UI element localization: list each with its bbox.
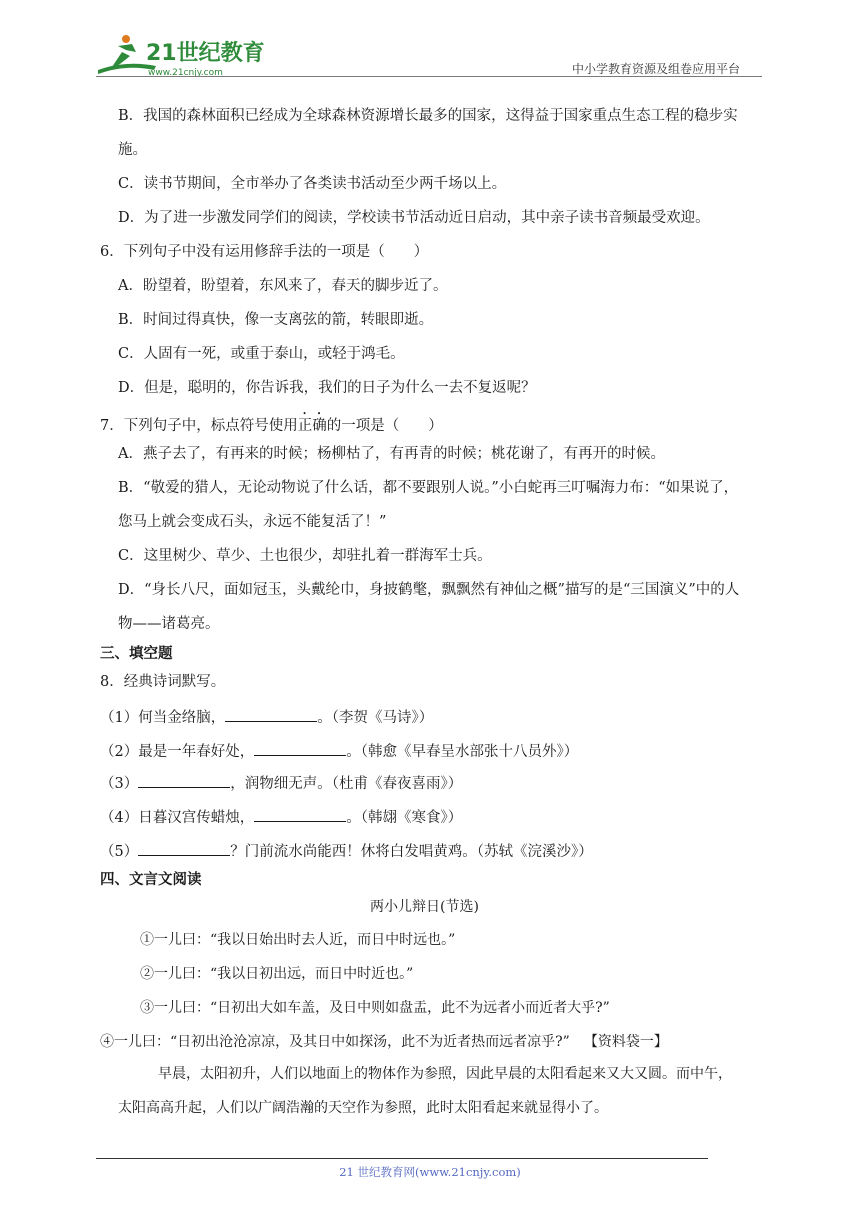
passage-para-4 bbox=[100, 1032, 668, 1052]
site-logo bbox=[96, 30, 266, 80]
q7-stem bbox=[100, 410, 443, 436]
q7-option-c: C．这里树少、草少、土也很少，却驻扎着一群海军士兵。 bbox=[118, 548, 492, 564]
q7-option-d-line2: 物——诸葛亮。 bbox=[118, 616, 220, 632]
q8-blank-2[interactable] bbox=[254, 740, 346, 756]
q5-option-d: D．为了进一步激发同学们的阅读，学校读书节活动近日启动，其中亲子读书音频最受欢迎。 bbox=[118, 210, 710, 226]
q7-option-b-line2: 您马上就会变成石头，永远不能复活了！” bbox=[118, 514, 387, 530]
q8-item-5-post: ？门前流水尚能西！休将白发唱黄鸡。（苏轼《浣溪沙》） bbox=[230, 844, 593, 860]
q7-stem-pre: 7．下列句子中，标点符号使用 bbox=[100, 418, 298, 434]
q8-item-4-post: 。（韩翃《寒食》） bbox=[346, 810, 463, 826]
q8-item-5 bbox=[100, 840, 593, 862]
footer-divider bbox=[96, 1158, 708, 1159]
q8-blank-1[interactable] bbox=[225, 706, 317, 722]
q8-item-2-pre: （2）最是一年春好处， bbox=[100, 744, 255, 760]
q8-item-2 bbox=[100, 740, 578, 762]
logo-url: www.21cnjy.com bbox=[148, 68, 223, 78]
passage-para-1: ①一儿曰：“我以日始出时去人近，而日中时远也。” bbox=[140, 932, 456, 948]
resource-line-1: 早晨，太阳初升，人们以地面上的物体作为参照，因此早晨的太阳看起来又大又圆。而中午， bbox=[158, 1066, 732, 1082]
passage-para-4-text: ④一儿曰：“日初出沧沧凉凉，及其日中如探汤，此不为近者热而远者凉乎?” bbox=[100, 1034, 570, 1050]
q8-blank-4[interactable] bbox=[254, 806, 346, 822]
q8-item-3-pre: （3） bbox=[100, 776, 139, 792]
q6-option-a: A．盼望着，盼望着，东风来了，春天的脚步近了。 bbox=[118, 278, 448, 294]
q8-item-4 bbox=[100, 806, 462, 828]
q5-option-b-line2: 施。 bbox=[118, 142, 147, 158]
footer-link[interactable]: 21 世纪教育网(www.21cnjy.com) bbox=[339, 1165, 521, 1179]
passage-title: 两小儿辩日(节选) bbox=[370, 899, 479, 915]
q7-option-a: A．燕子去了，有再来的时候；杨柳枯了，有再青的时候；桃花谢了，有再开的时候。 bbox=[118, 446, 665, 462]
q7-stem-emphasis: 正确 bbox=[297, 418, 327, 434]
passage-para-3: ③一儿曰：“日初出大如车盖，及日中则如盘盂，此不为远者小而近者大乎?” bbox=[140, 1000, 610, 1016]
logo-text: 21世纪教育 bbox=[146, 41, 265, 66]
q8-stem: 8．经典诗词默写。 bbox=[100, 674, 226, 690]
q8-item-1 bbox=[100, 706, 433, 728]
runner-logo-icon bbox=[96, 30, 266, 80]
section-3-title: 三、填空题 bbox=[100, 646, 173, 662]
q8-item-2-post: 。（韩愈《早春呈水部张十八员外》） bbox=[346, 744, 579, 760]
q8-item-4-pre: （4）日暮汉宫传蜡烛， bbox=[100, 810, 255, 826]
q5-option-b-line1: B．我国的森林面积已经成为全球森林资源增长最多的国家，这得益于国家重点生态工程的稳步实 bbox=[118, 108, 738, 124]
resource-bag-tag: 【资料袋一】 bbox=[583, 1034, 668, 1050]
q5-option-c: C．读书节期间，全市举办了各类读书活动至少两千场以上。 bbox=[118, 176, 507, 192]
passage-para-2: ②一儿曰：“我以日初出远，而日中时近也。” bbox=[140, 966, 414, 982]
q6-option-b: B．时间过得真快，像一支离弦的箭，转眼即逝。 bbox=[118, 312, 434, 328]
header-divider bbox=[96, 76, 762, 77]
q8-item-1-post: 。（李贺《马诗》） bbox=[317, 710, 434, 726]
q8-item-3-post: ，润物细无声。（杜甫《春夜喜雨》） bbox=[230, 776, 463, 792]
section-4-title: 四、文言文阅读 bbox=[100, 872, 202, 888]
q6-option-c: C．人固有一死，或重于泰山，或轻于鸿毛。 bbox=[118, 346, 405, 362]
q7-option-d-line1: D．“身长八尺，面如冠玉，头戴纶巾，身披鹤氅，飘飘然有神仙之概”描写的是“三国演义”中的人 bbox=[118, 582, 740, 598]
q8-blank-3[interactable] bbox=[138, 772, 230, 788]
q6-stem: 6．下列句子中没有运用修辞手法的一项是（ ） bbox=[100, 244, 429, 260]
q7-option-b-line1: B．“敬爱的猎人，无论动物说了什么话，都不要跟别人说。”小白蛇再三叮嘱海力布：“如果说了， bbox=[118, 480, 739, 496]
q8-blank-5[interactable] bbox=[138, 840, 230, 856]
q8-item-5-pre: （5） bbox=[100, 844, 139, 860]
q8-item-3 bbox=[100, 772, 462, 794]
q8-item-1-pre: （1）何当金络脑， bbox=[100, 710, 226, 726]
q6-option-d: D．但是，聪明的，你告诉我，我们的日子为什么一去不复返呢？ bbox=[118, 380, 536, 396]
resource-line-2: 太阳高高升起，人们以广阔浩瀚的天空作为参照，此时太阳看起来就显得小了。 bbox=[118, 1100, 608, 1116]
header-platform-text: 中小学教育资源及组卷应用平台 bbox=[572, 62, 741, 76]
q7-stem-post: 的一项是（ ） bbox=[326, 418, 443, 434]
